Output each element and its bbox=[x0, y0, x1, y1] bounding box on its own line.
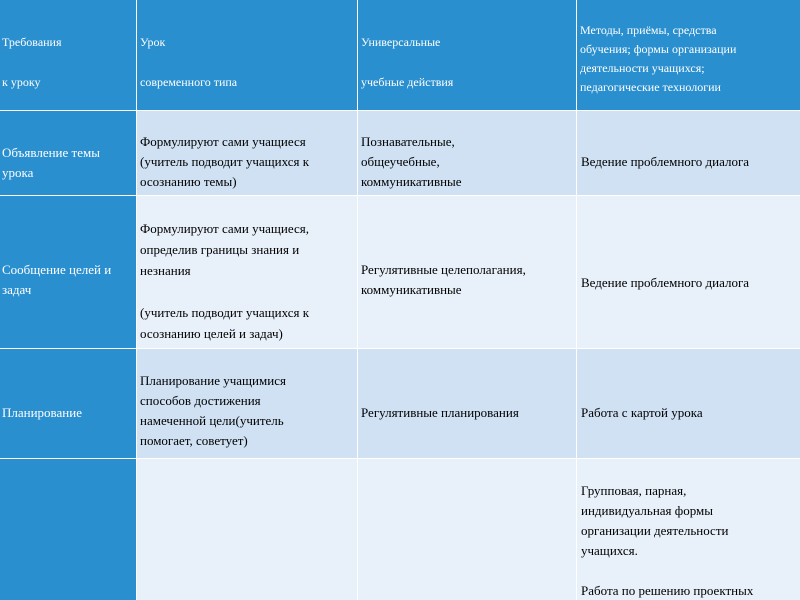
header-text: учебные действия bbox=[361, 75, 454, 89]
header-text: к уроку bbox=[2, 75, 41, 89]
requirement-text: Сообщение целей и bbox=[2, 262, 112, 277]
methods-text: Работа по решению проектных bbox=[581, 583, 754, 598]
row-requirement bbox=[0, 349, 136, 458]
actions-text: Регулятивные целеполагания, bbox=[361, 262, 526, 277]
header-text: Методы, приёмы, средства bbox=[580, 23, 717, 37]
header-text: обучения; формы организации bbox=[580, 42, 737, 56]
methods-text: учащихся. bbox=[581, 543, 638, 558]
row-requirement bbox=[0, 459, 136, 600]
header-text: Урок bbox=[140, 35, 166, 49]
row-lesson bbox=[137, 111, 357, 195]
methods-text: организации деятельности bbox=[581, 523, 729, 538]
row-requirement bbox=[0, 196, 136, 348]
requirement-text: Планирование bbox=[2, 405, 82, 420]
lesson-text: способов достижения bbox=[140, 393, 261, 408]
actions-text: Познавательные, bbox=[361, 134, 455, 149]
lesson-text: Формулируют сами учащиеся bbox=[140, 134, 306, 149]
actions-text: Регулятивные планирования bbox=[361, 405, 519, 420]
row-methods bbox=[577, 349, 800, 458]
row-methods bbox=[577, 459, 800, 600]
row-requirement bbox=[0, 111, 136, 195]
methods-text: Ведение проблемного диалога bbox=[581, 154, 750, 169]
row-actions bbox=[358, 111, 576, 195]
actions-text: коммуникативные bbox=[361, 174, 462, 189]
requirement-text: задач bbox=[2, 282, 32, 297]
row-actions bbox=[358, 459, 576, 600]
row-methods bbox=[577, 111, 800, 195]
header-text: Универсальные bbox=[361, 35, 441, 49]
lesson-text: Планирование учащимися bbox=[140, 373, 286, 388]
lesson-text: Формулируют сами учащиеся, bbox=[140, 221, 309, 236]
header-cell-actions bbox=[358, 0, 576, 110]
header-cell-lesson bbox=[137, 0, 357, 110]
methods-text: Ведение проблемного диалога bbox=[581, 275, 750, 290]
methods-text: Работа с картой урока bbox=[581, 405, 703, 420]
row-actions bbox=[358, 196, 576, 348]
row-lesson bbox=[137, 196, 357, 348]
header-text: современного типа bbox=[140, 75, 238, 89]
actions-text: общеучебные, bbox=[361, 154, 440, 169]
lesson-text: определив границы знания и bbox=[140, 242, 300, 257]
header-text: деятельности учащихся; bbox=[580, 61, 705, 75]
row-lesson bbox=[137, 349, 357, 458]
actions-text: коммуникативные bbox=[361, 282, 462, 297]
requirement-text: урока bbox=[2, 165, 34, 180]
row-actions bbox=[358, 349, 576, 458]
lesson-text: помогает, советует) bbox=[140, 433, 248, 448]
lesson-text: (учитель подводит учащихся к bbox=[140, 154, 310, 169]
lesson-text: осознанию темы) bbox=[140, 174, 237, 189]
header-text: Требования bbox=[2, 35, 62, 49]
row-methods bbox=[577, 196, 800, 348]
row-lesson bbox=[137, 459, 357, 600]
header-cell-requirements bbox=[0, 0, 136, 110]
lesson-text: незнания bbox=[140, 263, 191, 278]
lesson-text: (учитель подводит учащихся к bbox=[140, 305, 310, 320]
requirement-text: Объявление темы bbox=[2, 145, 100, 160]
methods-text: Групповая, парная, bbox=[581, 483, 687, 498]
lesson-text: осознанию целей и задач) bbox=[140, 326, 283, 341]
header-text: педагогические технологии bbox=[580, 80, 721, 94]
lesson-text: намеченной цели(учитель bbox=[140, 413, 284, 428]
methods-text: индивидуальная формы bbox=[581, 503, 713, 518]
header-cell-methods bbox=[577, 0, 800, 110]
